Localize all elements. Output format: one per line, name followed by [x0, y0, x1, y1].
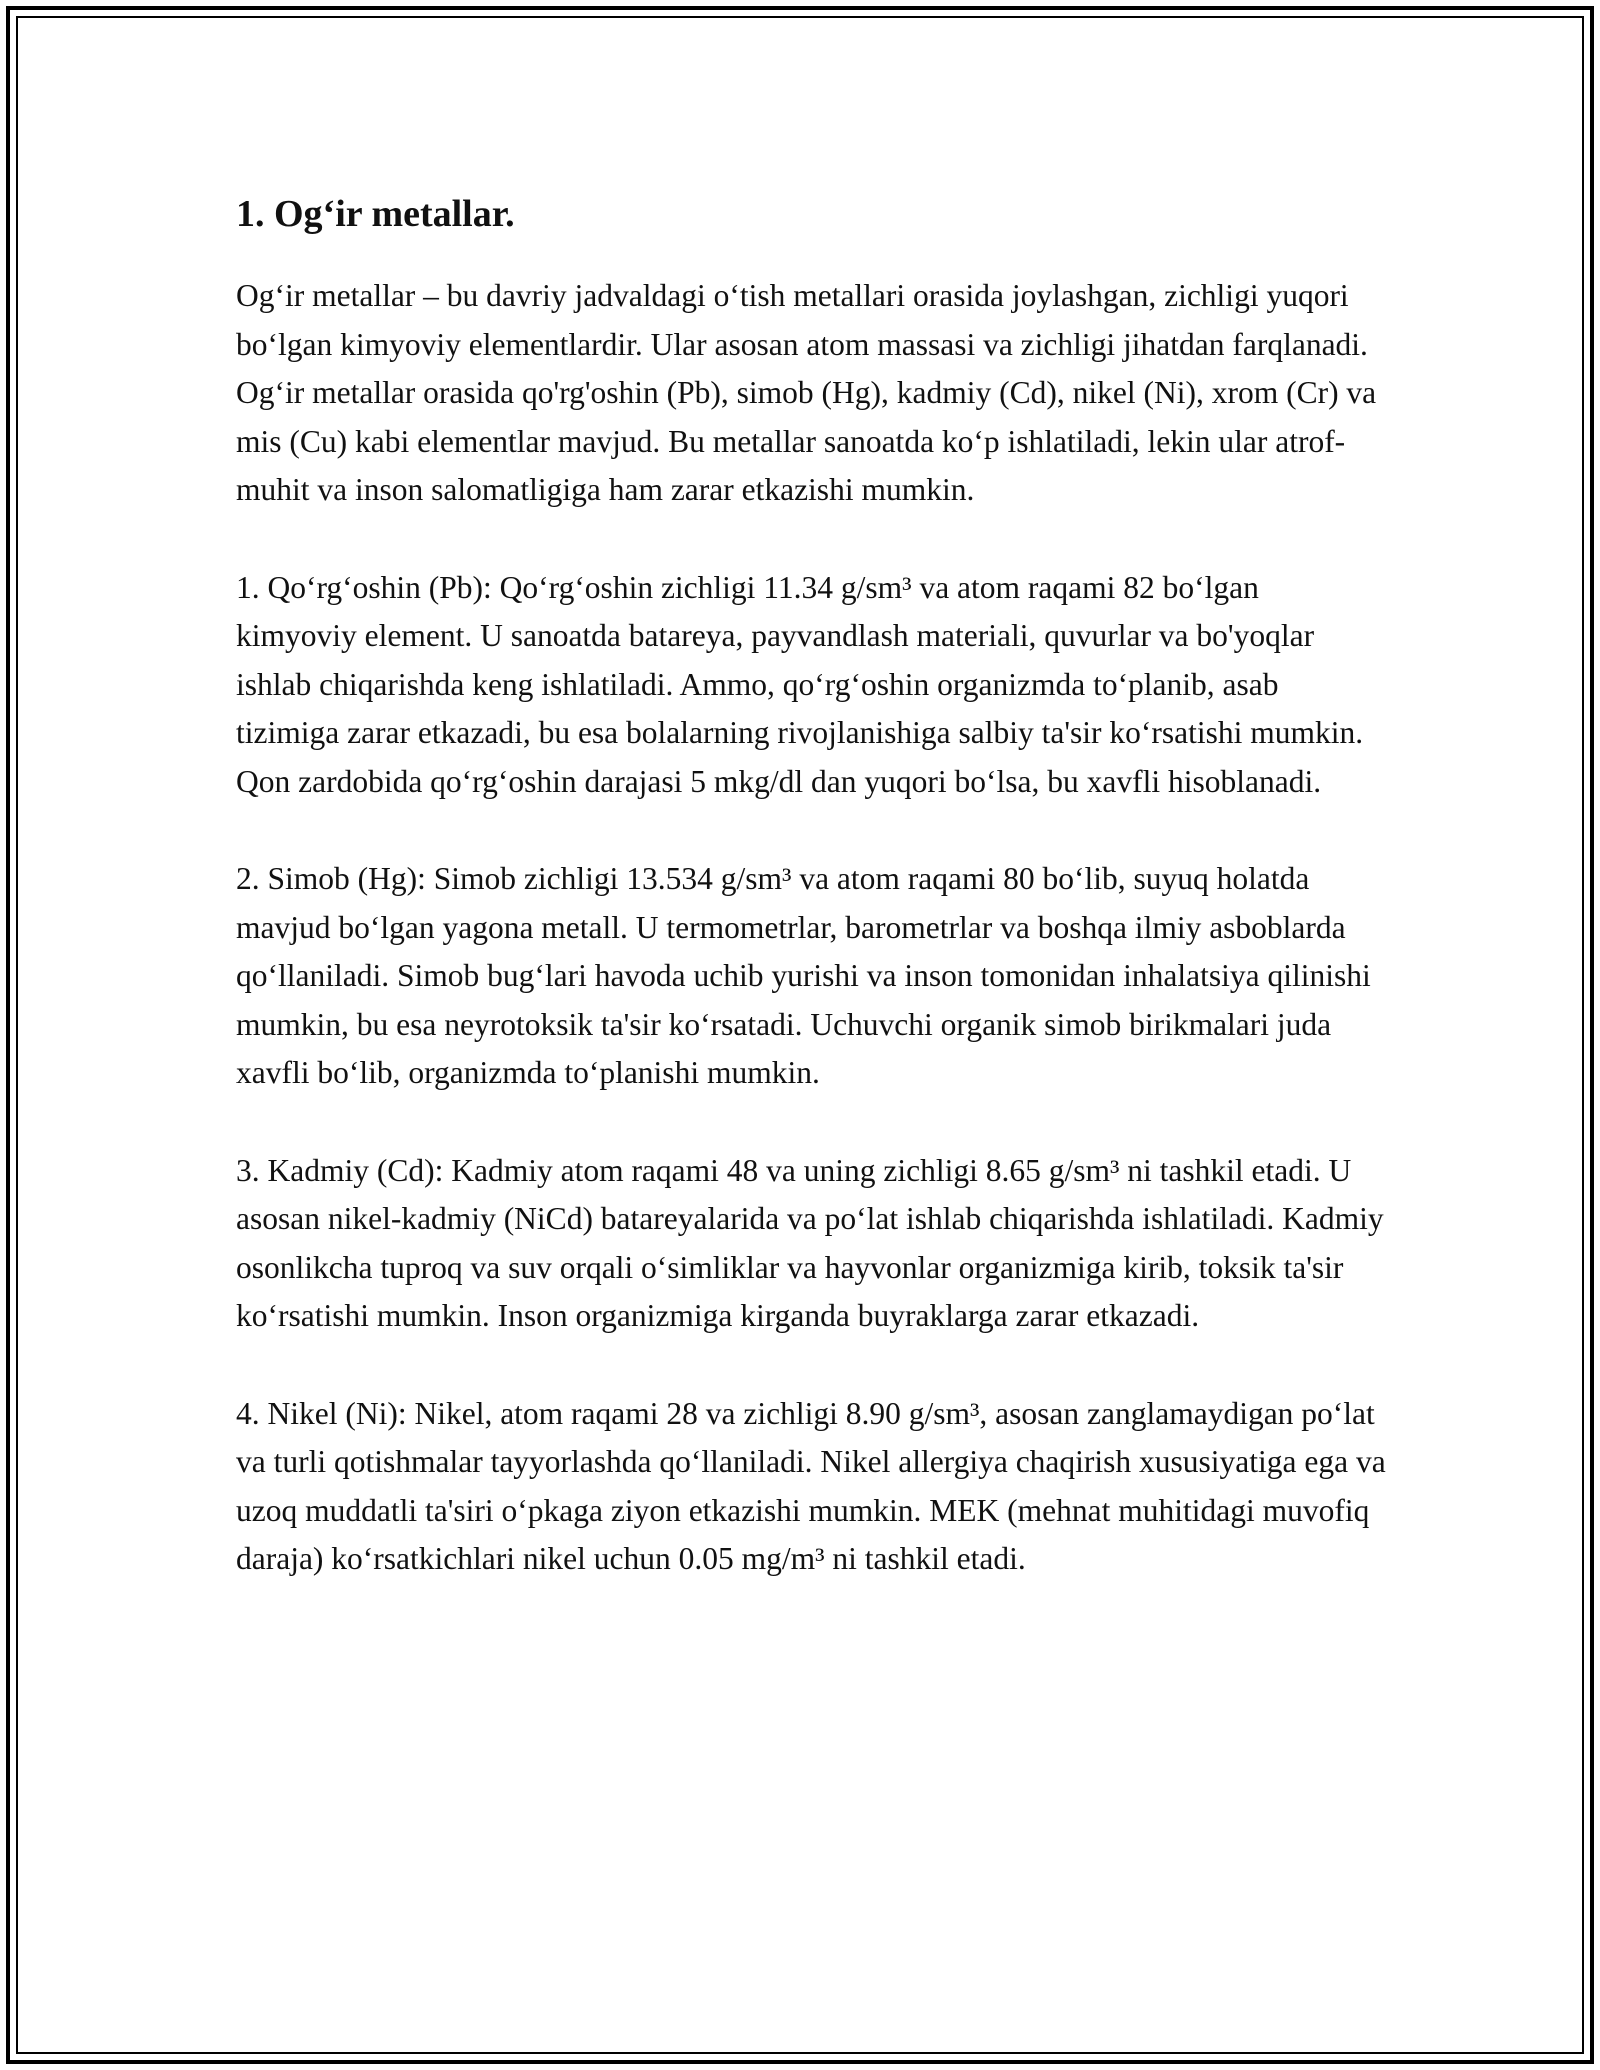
paragraph-nickel: 4. Nikel (Ni): Nikel, atom raqami 28 va zichligi 8.90 g/sm³, asosan zanglamaydigan po‘lat va turli qotishmalar tayyorlashda qo‘llaniladi. Nikel allergiya chaqirish xususiyatiga ega va uzoq muddatli ta'siri o‘pkaga ziyon etkazishi mumkin. MEK (mehnat muhitidagi muvofiq daraja) ko‘rsatkichlari nikel uchun 0.05 mg/m³ ni tashkil etadi. [236, 1395, 1386, 1576]
intro-paragraph: Og‘ir metallar – bu davriy jadvaldagi o‘tish metallari orasida joylashgan, zichligi yuqori bo‘lgan kimyoviy elementlardir. Ular asosan atom massasi va zichligi jihatdan farqlanadi. Og‘ir metallar orasida qo'rg'oshin (Pb), simob (Hg), kadmiy (Cd), nikel (Ni), xrom (Cr) va mis (Cu) kabi elementlar mavjud. Bu metallar sanoatda ko‘p ishlatiladi, lekin ular atrof-muhit va inson salomatligiga ham zarar etkazishi mumkin. [236, 278, 1377, 507]
paragraph-cadmium: 3. Kadmiy (Cd): Kadmiy atom raqami 48 va uning zichligi 8.65 g/sm³ ni tashkil etadi. U asosan nikel-kadmiy (NiCd) batareyalarida va po‘lat ishlab chiqarishda ishlatiladi. Kadmiy osonlikcha tuproq va suv orqali o‘simliklar va hayvonlar organizmiga kirib, toksik ta'sir ko‘rsatishi mumkin. Inson organizmiga kirganda buyraklarga zarar etkazadi. [236, 1152, 1384, 1333]
paragraph-mercury: 2. Simob (Hg): Simob zichligi 13.534 g/sm³ va atom raqami 80 bo‘lib, suyuq holatda mavjud bo‘lgan yagona metall. U termometrlar, barometrlar va boshqa ilmiy asboblarda qo‘llaniladi. Simob bug‘lari havoda uchib yurishi va inson tomonidan inhalatsiya qilinishi mumkin, bu esa neyrotoksik ta'sir ko‘rsatadi. Uchuvchi organik simob birikmalari juda xavfli bo‘lib, organizmda to‘planishi mumkin. [236, 861, 1371, 1090]
document-body [236, 186, 1386, 1633]
section-heading: 1. Og‘ir metallar. [236, 193, 515, 235]
paragraph-lead: 1. Qo‘rg‘oshin (Pb): Qo‘rg‘oshin zichligi 11.34 g/sm³ va atom raqami 82 bo‘lgan kimyoviy element. U sanoatda batareya, payvandlash materiali, quvurlar va bo'yoqlar ishlab chiqarishda keng ishlatiladi. Ammo, qo‘rg‘oshin organizmda to‘planib, asab tizimiga zarar etkazadi, bu esa bolalarning rivojlanishiga salbiy ta'sir ko‘rsatishi mumkin. Qon zardobida qo‘rg‘oshin darajasi 5 mkg/dl dan yuqori bo‘lsa, bu xavfli hisoblanadi. [236, 569, 1364, 799]
